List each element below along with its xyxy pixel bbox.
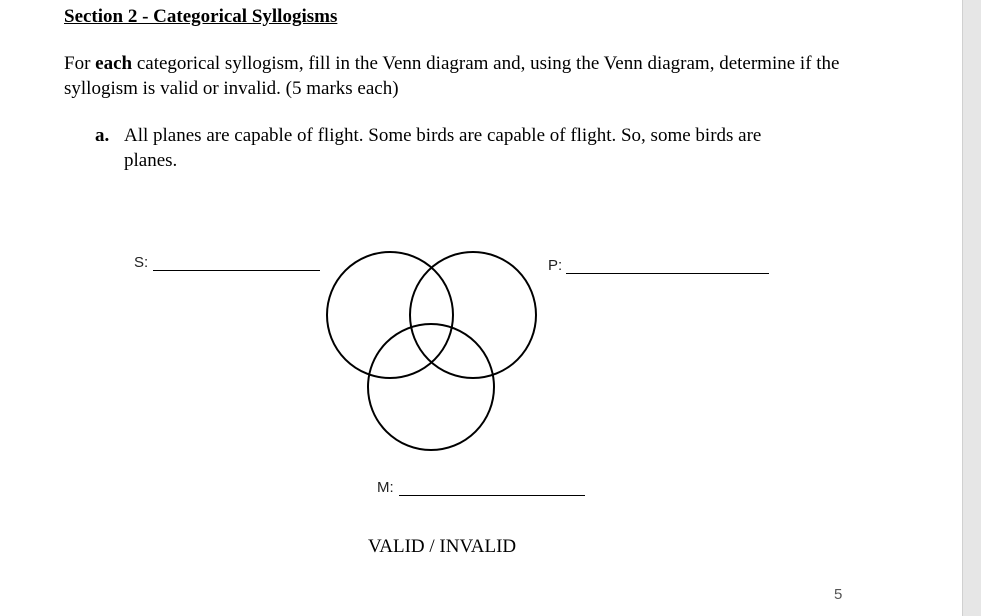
m-label: M: (377, 479, 394, 496)
s-label: S: (134, 254, 149, 271)
question-text: All planes are capable of flight. Some birds are capable of flight. So, some birds are planes. (124, 125, 762, 171)
instructions-prefix: For (64, 53, 96, 74)
m-answer-blank[interactable] (399, 495, 585, 496)
venn-circle-m (368, 324, 494, 450)
venn-circle-p (410, 252, 536, 378)
instructions-bold-word: each (95, 53, 133, 74)
p-label: P: (548, 257, 563, 274)
scrollbar-gutter[interactable] (962, 0, 981, 616)
valid-invalid-choice[interactable]: VALID / INVALID (368, 536, 517, 557)
venn-circle-s (327, 252, 453, 378)
instructions-suffix: categorical syllogism, fill in the Venn diagram and, using the Venn diagram, determine if the syllogism is valid or invalid. (5 marks each) (64, 53, 840, 99)
page-number: 5 (834, 586, 843, 603)
section-title: Section 2 - Categorical Syllogisms (64, 6, 338, 27)
question-letter: a. (95, 125, 110, 146)
